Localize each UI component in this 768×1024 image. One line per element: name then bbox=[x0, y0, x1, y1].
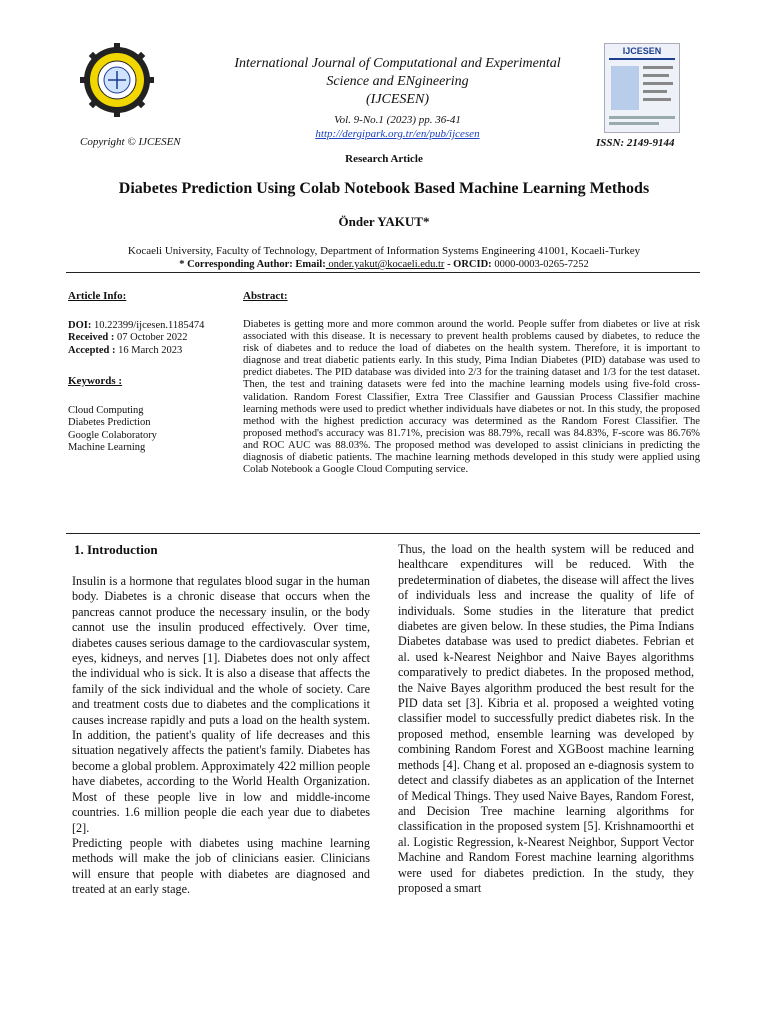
body-column-left bbox=[72, 574, 370, 898]
article-info-heading: Article Info: bbox=[68, 290, 127, 302]
author: Önder YAKUT* bbox=[338, 214, 430, 229]
article-info bbox=[68, 290, 236, 455]
paragraph: Predicting people with diabetes using machine learning methods will make the job of clinicians easier. Clinicians will ensure that people with diabetes are diagnosed and treated at an early stage. bbox=[72, 835, 370, 897]
journal-name bbox=[200, 55, 595, 109]
keywords-heading: Keywords : bbox=[68, 375, 123, 387]
abstract-text: Diabetes is getting more and more common around the world. People suffer from diabetes or live at risk associated with this disease. It is necessary to prevent health problems caused by diabetes, to reduce the risk of diabetes and to reduce the load of diabetes on the health system. Therefore, it is important to diagnose and treat diabetic patients early. In this study, Pima Indian Diabetes (PID) database was used to predict diabetes. The PID database was divided into 2/3 for the training dataset and 1/3 for the test dataset. Then, the test and training datasets were fed into the machine learning models using five-fold cross-validation. Random Forest Classifier, Extra Tree Classifier and Gaussian Process Classifier machine learning methods were used to predict whether individuals have diabetes or not. In this study, the proposed method with the highest prediction accuracy was determined as the Random Forest Classifier. The proposed method's accuracy was 81.71%, precision was 88.79%, recall was 84.83%, F-score was 86.76% and ROC AUC was 88.03%. The proposed method was developed to assist clinicians in predicting the diagnosis of diabetic patients. The machine learning methods developed in this study were applied using Colab Notebook a Google Cloud Computing service. bbox=[243, 319, 700, 476]
copyright-notice: Copyright © IJCESEN bbox=[80, 136, 181, 148]
received-label: Received : bbox=[68, 332, 115, 343]
corresponding-author bbox=[60, 258, 708, 272]
journal-logo bbox=[80, 43, 154, 117]
cover-title: IJCESEN bbox=[622, 46, 662, 56]
journal-url-link[interactable]: http://dergipark.org.tr/en/pub/ijcesen bbox=[315, 128, 480, 140]
corr-prefix: * Corresponding Author bbox=[179, 259, 290, 270]
issn: ISSN: 2149-9144 bbox=[596, 137, 675, 149]
affiliation: Kocaeli University, Faculty of Technology, Department of Information Systems Engineering 41001, Kocaeli-Turkey bbox=[127, 245, 641, 257]
accepted-value: 16 March 2023 bbox=[115, 344, 183, 356]
abstract-divider bbox=[66, 533, 700, 534]
corr-email-label: : Email: bbox=[289, 259, 326, 270]
paragraph: Thus, the load on the health system will be reduced and healthcare expenditures will be reduced. With the predetermination of diabetes, the disease will affect the lives of individuals less and increase the quality of life of individuals. Some studies in the literature that predict diabetes are given below. In these studies, the Pima Indians Diabetes database was used to predict diabetes. Febrian et al. used k-Nearest Neighbor and Naive Bayes algorithms comparatively to predict diabetes. In the proposed method, the Naive Bayes algorithm produced the best result for the PID data set [3]. Kibria et al. proposed a weighted voting classifier model to successfully predict diabetes risk. In the proposed method, ensemble learning was developed by combining Random Forest and XGBoost machine learning methods [4]. Chang et al. proposed an e-diagnosis system to detect and classify diabetes as an application of the Internet of Medical Things. They used Naive Bayes, Random Forest, and Decision Tree machine learning algorithms for classification in the proposed system [5]. Krishnamoorthi et al. Logistic Regression, k-Nearest Neighbor, Support Vector Machine and Random Forest machine learning algorithms were used for diabetes prediction. In the study, they proposed a smart bbox=[398, 542, 694, 895]
journal-abbreviation: (IJCESEN) bbox=[366, 92, 429, 107]
accepted-line bbox=[68, 345, 236, 358]
article-type: Research Article bbox=[345, 153, 423, 165]
received-value: 07 October 2022 bbox=[114, 332, 188, 343]
volume-line: Vol. 9-No.1 (2023) pp. 36-41 bbox=[334, 114, 461, 126]
keyword: Machine Learning bbox=[68, 442, 146, 453]
accepted-label: Accepted : bbox=[68, 344, 116, 356]
keyword: Diabetes Prediction bbox=[68, 417, 151, 428]
header-divider bbox=[66, 272, 700, 273]
abstract-heading: Abstract: bbox=[243, 290, 288, 302]
volume-info bbox=[200, 113, 595, 141]
corr-email-link[interactable]: onder.yakut@kocaeli.edu.tr bbox=[325, 259, 445, 270]
journal-name-line2: Science and ENgineering bbox=[326, 74, 469, 89]
doi-label: DOI: bbox=[68, 319, 92, 331]
journal-name-line1: International Journal of Computational and Experimental bbox=[234, 56, 561, 71]
paragraph: Insulin is a hormone that regulates blood sugar in the human body. Diabetes is a chronic disease that occurs when the pancreas cannot produce the necessary insulin, or the body cannot use the insulin produced effectively. Over time, diabetes causes serious damage to the cardiovascular system, eyes, kidneys, and nerves [1]. Diabetes does not only affect the individual who is sick. It is also a disease that affects the family of the sick individual and the whole of society. Care and treatment costs due to diabetes and the complications it causes increase rapidly and puts a load on the health system. In addition, the patient's quality of life decreases and this situation negatively affects the patient's family. Diabetes has become a global problem. Approximately 422 million people have diabetes, according to the World Health Organization. Most of these people live in low and middle-income countries. 1.6 million people die each year due to diabetes [2]. bbox=[72, 574, 370, 835]
journal-cover-image bbox=[604, 43, 680, 133]
doi-value: 10.22399/ijcesen.1185474 bbox=[91, 319, 205, 331]
corr-orcid: 0000-0003-0265-7252 bbox=[491, 259, 589, 270]
paper-title: Diabetes Prediction Using Colab Notebook Based Machine Learning Methods bbox=[118, 180, 650, 197]
keyword: Google Colaboratory bbox=[68, 429, 157, 441]
corr-orcid-label: - ORCID: bbox=[444, 259, 492, 270]
section-heading: 1. Introduction bbox=[74, 542, 158, 557]
body-column-right bbox=[398, 542, 694, 896]
keyword: Cloud Computing bbox=[68, 404, 144, 416]
received-line bbox=[68, 332, 236, 345]
doi-line bbox=[68, 320, 236, 333]
